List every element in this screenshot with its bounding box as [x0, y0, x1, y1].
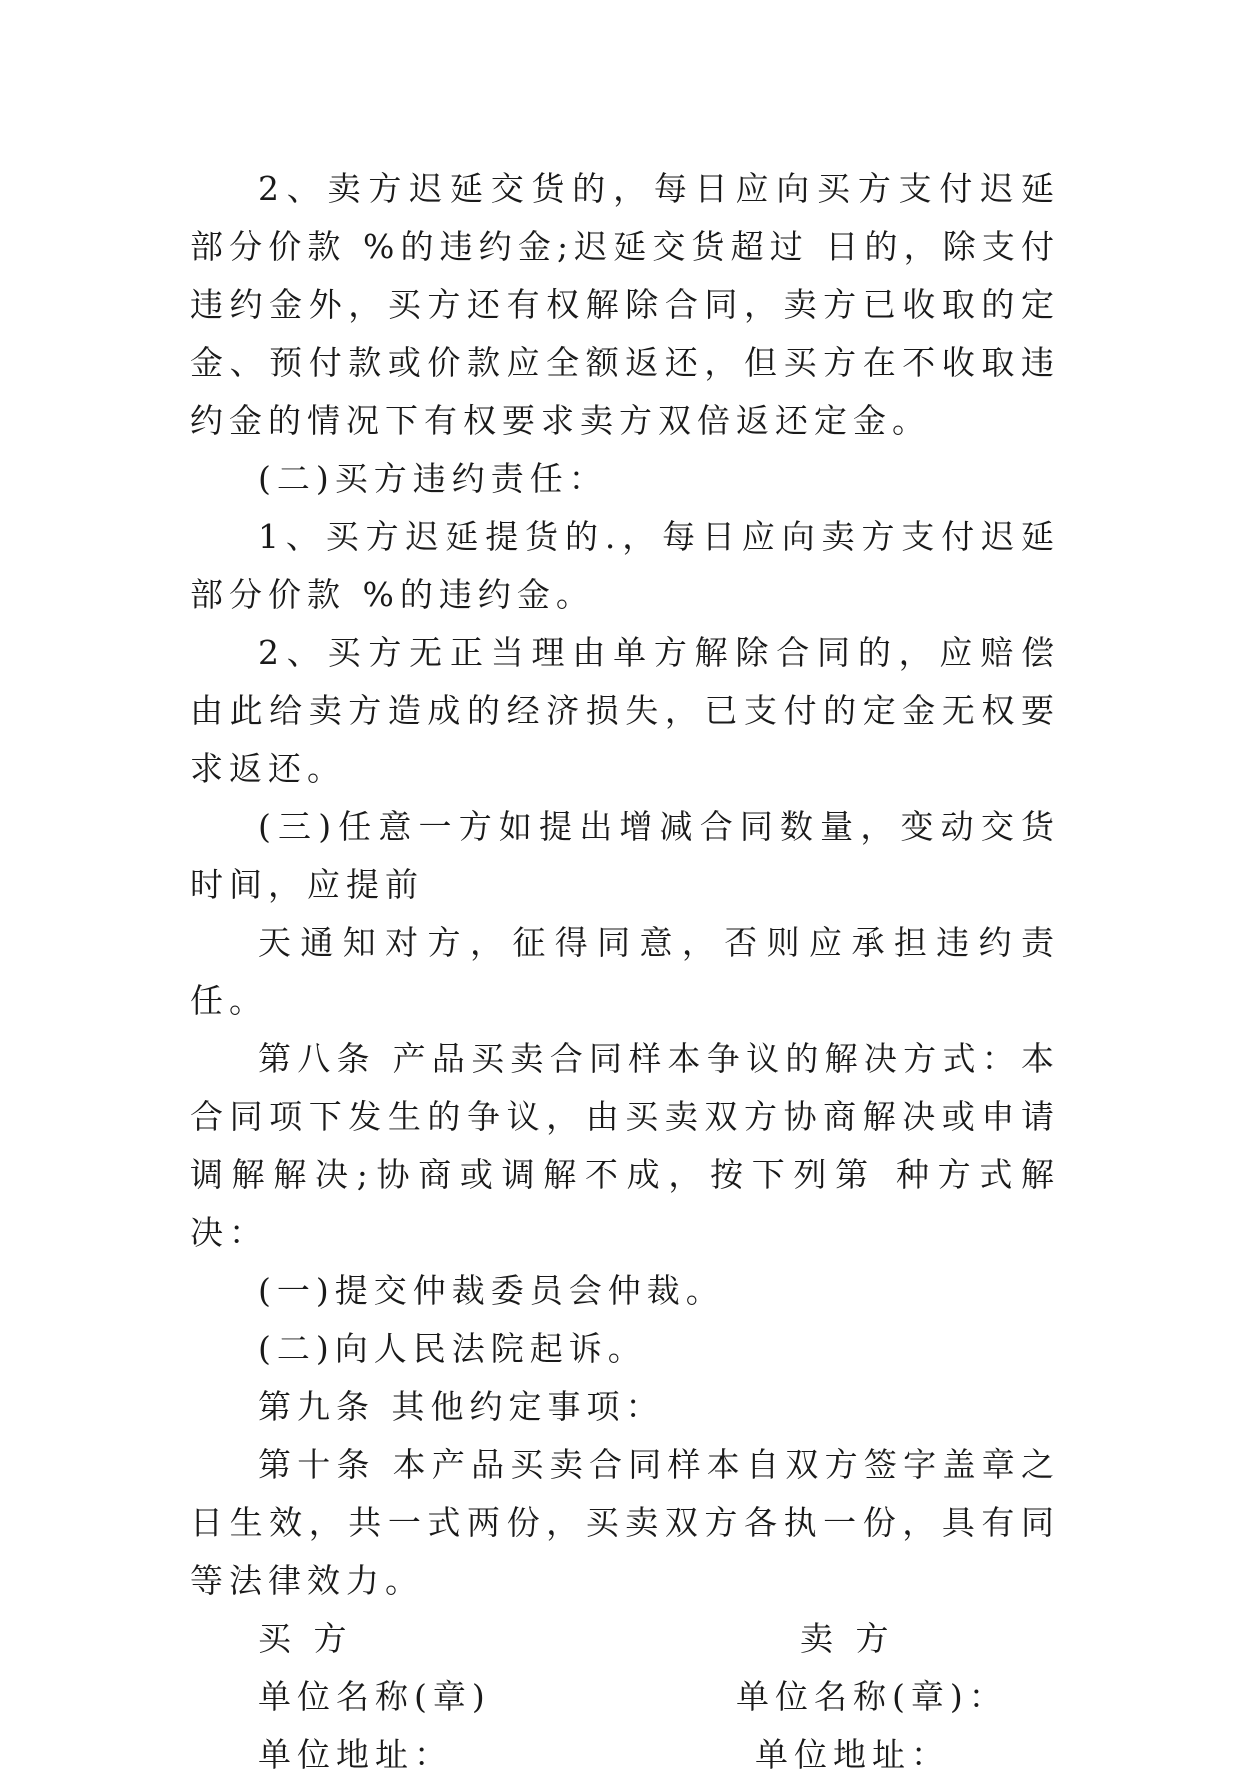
paragraph-seller-delay-clause: 2、卖方迟延交货的，每日应向买方支付迟延部分价款 %的违约金;迟延交货超过 日的，除支付违约金外，买方还有权解除合同，卖方已收取的定金、预付款或价款应全额返还，但买方在不收取违约金的情况下有权要求卖方双倍返还定金。	[190, 169, 1060, 440]
buyer-heading: 买 方	[258, 1619, 353, 1658]
seller-address-label: 单位地址：	[755, 1735, 950, 1774]
paragraph-article-9: 第九条 其他约定事项：	[258, 1387, 665, 1426]
paragraph-court-option: (二)向人民法院起诉。	[258, 1329, 647, 1368]
signature-address-row	[190, 1726, 1060, 1784]
paragraph-buyer-delay-clause: 1、买方迟延提货的.，每日应向卖方支付迟延部分价款 %的违约金。	[190, 517, 1060, 614]
seller-heading: 卖 方	[800, 1619, 895, 1658]
buyer-unit-name-label: 单位名称(章)	[258, 1677, 491, 1716]
paragraph-buyer-liability-heading: (二)买方违约责任：	[258, 459, 608, 498]
contract-body	[190, 160, 1060, 1784]
signature-unit-name-row	[190, 1668, 1060, 1726]
seller-unit-name-label: 单位名称(章)：	[736, 1677, 1008, 1716]
paragraph-arbitration-option: (一)提交仲裁委员会仲裁。	[258, 1271, 725, 1310]
buyer-address-label: 单位地址：	[258, 1735, 453, 1774]
paragraph-article-10: 第十条 本产品买卖合同样本自双方签字盖章之日生效，共一式两份，买卖双方各执一份，具有同等法律效力。	[190, 1445, 1060, 1600]
paragraph-buyer-termination-clause: 2、买方无正当理由单方解除合同的，应赔偿由此给卖方造成的经济损失，已支付的定金无权要求返还。	[190, 633, 1060, 788]
paragraph-notice-days-clause: 天通知对方，征得同意，否则应承担违约责任。	[190, 923, 1060, 1020]
signature-heading-row	[190, 1610, 1060, 1668]
paragraph-change-notice-clause: (三)任意一方如提出增减合同数量，变动交货时间，应提前	[190, 807, 1060, 904]
paragraph-article-8: 第八条 产品买卖合同样本争议的解决方式：本合同项下发生的争议，由买卖双方协商解决或申请调解解决;协商或调解不成，按下列第 种方式解决：	[190, 1039, 1060, 1252]
